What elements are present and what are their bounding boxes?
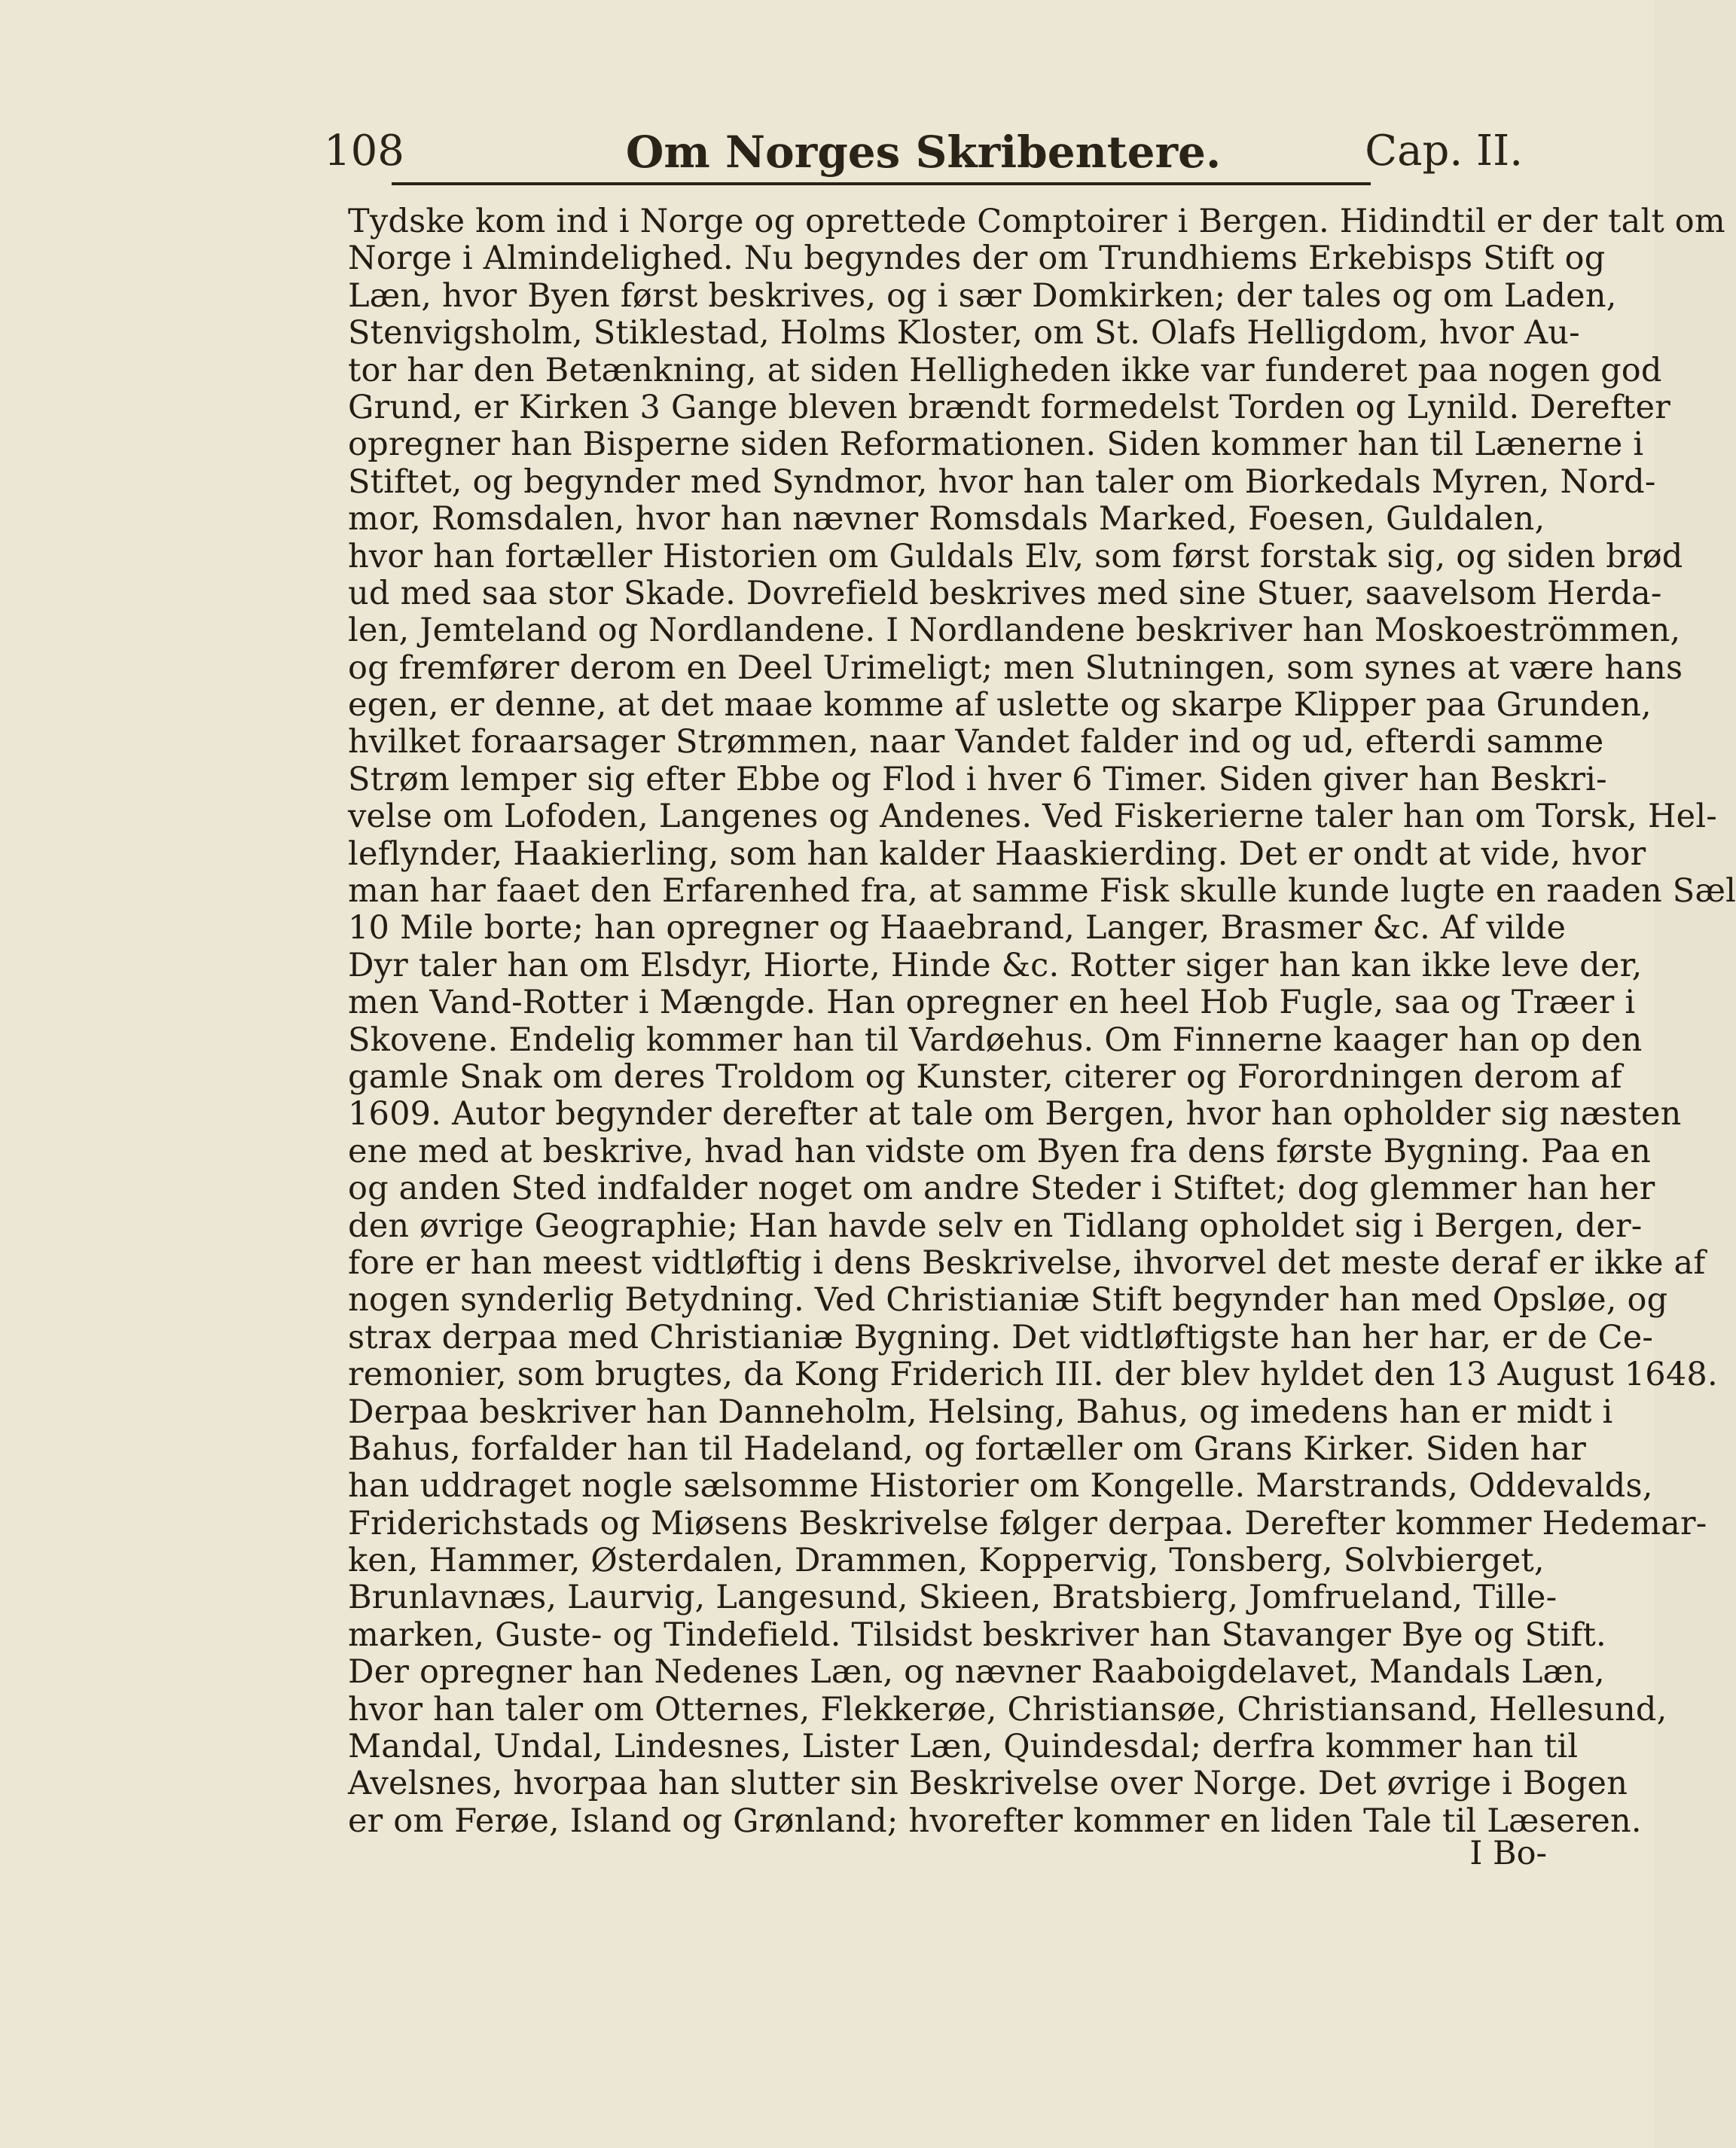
text-line: ud med saa stor Skade. Dovrefield beskrives med sine Stuer, saavelsom Herda- xyxy=(348,574,1662,612)
text-line: Dyr taler han om Elsdyr, Hiorte, Hinde &c. Rotter siger han kan ikke leve der, xyxy=(348,946,1643,984)
text-line: Tydske kom ind i Norge og oprettede Comptoirer i Bergen. Hidindtil er der talt om xyxy=(348,203,1725,240)
text-line: Friderichstads og Miøsens Beskrivelse følger derpaa. Derefter kommer Hedemar- xyxy=(348,1504,1707,1542)
text-line: Der opregner han Nedenes Læn, og nævner Raaboigdelavet, Mandals Læn, xyxy=(348,1653,1605,1692)
text-line: marken, Guste- og Tindefield. Tilsidst beskriver han Stavanger Bye og Stift. xyxy=(348,1616,1606,1654)
text-line: velse om Lofoden, Langenes og Andenes. Ved Fiskerierne taler han om Torsk, Hel- xyxy=(348,798,1717,836)
text-line: den øvrige Geographie; Han havde selv en Tidlang opholdet sig i Bergen, der- xyxy=(348,1207,1643,1245)
text-line: nogen synderlig Betydning. Ved Christianiæ Stift begynder han med Opsløe, og xyxy=(348,1281,1668,1320)
text-line: fore er han meest vidtløftig i dens Beskrivelse, ihvorvel det meste deraf er ikke af xyxy=(348,1243,1706,1282)
text-line: men Vand-Rotter i Mængde. Han opregner en heel Hob Fugle, saa og Træer i xyxy=(348,984,1636,1022)
text-line: hvor han taler om Otternes, Flekkerøe, Christiansøe, Christiansand, Hellesund, xyxy=(348,1690,1667,1728)
text-line: man har faaet den Erfarenhed fra, at samme Fisk skulle kunde lugte en raaden Sæl xyxy=(348,872,1736,911)
text-line: Mandal, Undal, Lindesnes, Lister Læn, Quindesdal; derfra kommer han til xyxy=(348,1728,1579,1766)
text-line: ken, Hammer, Østerdalen, Drammen, Koppervig, Tonsberg, Solvbierget, xyxy=(348,1542,1545,1580)
text-line: tor har den Betænkning, at siden Helligheden ikke var funderet paa nogen god xyxy=(348,351,1662,389)
text-line: mor, Romsdalen, hvor han nævner Romsdals Marked, Foesen, Guldalen, xyxy=(348,500,1545,539)
body-text xyxy=(348,203,1736,1840)
text-line: Grund, er Kirken 3 Gange bleven brændt formedelst Torden og Lynild. Derefter xyxy=(348,388,1670,426)
text-line: remonier, som brugtes, da Kong Friderich III. der blev hyldet den 13 August 1648. xyxy=(348,1356,1718,1394)
text-line: Bahus, forfalder han til Hadeland, og fortæller om Grans Kirker. Siden har xyxy=(348,1429,1587,1468)
header-rule xyxy=(392,182,1371,185)
chapter-label: Cap. II. xyxy=(1365,127,1523,175)
text-line: Stiftet, og begynder med Syndmor, hvor han taler om Biorkedals Myren, Nord- xyxy=(348,462,1656,501)
text-line: gamle Snak om deres Troldom og Kunster, citerer og Forordningen derom af xyxy=(348,1057,1622,1096)
text-line: Strøm lemper sig efter Ebbe og Flod i hver 6 Timer. Siden giver han Beskri- xyxy=(348,760,1607,798)
text-line: hvilket foraarsager Strømmen, naar Vandet falder ind og ud, efterdi samme xyxy=(348,723,1604,761)
catchword: I Bo- xyxy=(1469,1835,1547,1872)
running-header xyxy=(324,121,1523,181)
running-title: Om Norges Skribentere. xyxy=(625,127,1222,178)
text-line: opregner han Bisperne siden Reformationen. Siden kommer han til Lænerne i xyxy=(348,426,1644,464)
text-line: Læn, hvor Byen først beskrives, og i sær Domkirken; der tales og om Laden, xyxy=(348,276,1617,315)
text-line: og fremfører derom en Deel Urimeligt; men Slutningen, som synes at være hans xyxy=(348,648,1683,687)
text-line: 1609. Autor begynder derefter at tale om Bergen, hvor han opholder sig næsten xyxy=(348,1095,1682,1133)
text-line: len, Jemteland og Nordlandene. I Nordlandene beskriver han Moskoeströmmen, xyxy=(348,612,1681,650)
text-line: Norge i Almindelighed. Nu begyndes der om Trundhiems Erkebisps Stift og xyxy=(348,240,1606,278)
text-line: Brunlavnæs, Laurvig, Langesund, Skieen, Bratsbierg, Jomfrueland, Tille- xyxy=(348,1579,1558,1617)
text-line: strax derpaa med Christianiæ Bygning. Det vidtløftigste han her har, er de Ce- xyxy=(348,1318,1654,1356)
text-line: egen, er denne, at det maae komme af uslette og skarpe Klipper paa Grunden, xyxy=(348,686,1652,725)
text-line: 10 Mile borte; han opregner og Haaebrand, Langer, Brasmer &c. Af vilde xyxy=(348,909,1567,947)
text-line: Stenvigsholm, Stiklestad, Holms Kloster, om St. Olafs Helligdom, hvor Au- xyxy=(348,314,1580,352)
text-line: ene med at beskrive, hvad han vidste om Byen fra dens første Bygning. Paa en xyxy=(348,1132,1652,1170)
text-line: og anden Sted indfalder noget om andre Steder i Stiftet; dog glemmer han her xyxy=(348,1170,1655,1208)
text-line: er om Ferøe, Island og Grønland; hvorefter kommer en liden Tale til Læseren. xyxy=(348,1802,1642,1840)
text-line: han uddraget nogle sælsomme Historier om Kongelle. Marstrands, Oddevalds, xyxy=(348,1467,1653,1506)
text-line: Derpaa beskriver han Danneholm, Helsing, Bahus, og imedens han er midt i xyxy=(348,1393,1613,1431)
text-line: Avelsnes, hvorpaa han slutter sin Beskrivelse over Norge. Det øvrige i Bogen xyxy=(348,1765,1628,1803)
text-line: leflynder, Haakierling, som han kalder Haaskierding. Det er ondt at vide, hvor xyxy=(348,834,1646,873)
text-line: Skovene. Endelig kommer han til Vardøehus. Om Finnerne kaager han op den xyxy=(348,1021,1643,1059)
page-number: 108 xyxy=(324,127,404,175)
text-line: hvor han fortæller Historien om Guldals Elv, som først forstak sig, og siden brød xyxy=(348,537,1683,575)
